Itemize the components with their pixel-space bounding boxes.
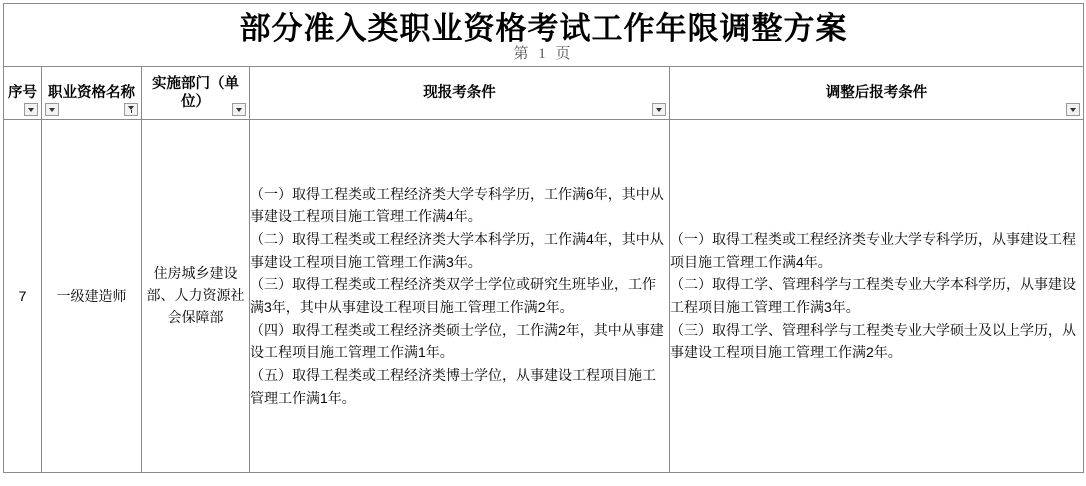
filter-funnel-icon-qualification[interactable]: [124, 103, 138, 116]
condition-item: （四）取得工程类或工程经济类硕士学位，工作满2年，其中从事建设工程项目施工管理工作满1年。: [250, 321, 664, 361]
header-serial-label: 序号: [8, 84, 37, 101]
header-department: [142, 67, 250, 120]
header-serial: [4, 67, 42, 120]
condition-item: （五）取得工程类或工程经济类博士学位，从事建设工程项目施工管理工作满1年。: [250, 367, 656, 406]
title-row: [4, 4, 1084, 67]
filter-dropdown-icon-current[interactable]: [652, 103, 666, 116]
table-row: [4, 120, 1084, 473]
header-adjusted-conditions: [670, 67, 1084, 120]
header-adjusted-conditions-label: 调整后报考条件: [825, 84, 928, 101]
cell-adjusted-conditions: [670, 120, 1084, 473]
qualification-table: [3, 3, 1084, 473]
page-number: 第 1 页: [513, 46, 574, 63]
header-qualification: [42, 67, 142, 120]
header-current-conditions-label: 现报考条件: [423, 84, 496, 101]
cell-current-conditions: [250, 120, 670, 473]
header-current-conditions: [250, 67, 670, 120]
filter-dropdown-icon-serial[interactable]: [24, 103, 38, 116]
page-title: 部分准入类职业资格考试工作年限调整方案: [239, 10, 848, 46]
filter-dropdown-icon-department[interactable]: [232, 103, 246, 116]
current-conditions-list: [250, 183, 669, 410]
header-department-label: 实施部门（单位）: [152, 75, 239, 110]
condition-item: （三）取得工程类或工程经济类双学士学位或研究生班毕业，工作满3年，其中从事建设工程项目施工管理工作满2年。: [250, 276, 656, 315]
cell-department: 住房城乡建设部、人力资源社会保障部: [142, 120, 250, 473]
filter-dropdown-icon-qualification[interactable]: [45, 103, 59, 116]
adjusted-conditions-list: [670, 228, 1083, 364]
header-qualification-label: 职业资格名称: [48, 84, 135, 101]
condition-item: （一）取得工程类或工程经济类大学专科学历，工作满6年，其中从事建设工程项目施工管理工作满4年。: [250, 185, 664, 225]
condition-item: （二）取得工程类或工程经济类大学本科学历，工作满4年，其中从事建设工程项目施工管理工作满3年。: [250, 230, 664, 270]
header-row: [4, 67, 1084, 120]
filter-dropdown-icon-adjusted[interactable]: [1066, 103, 1080, 116]
cell-qualification: 一级建造师: [42, 120, 142, 473]
cell-serial: 7: [4, 120, 42, 473]
condition-item: （二）取得工学、管理科学与工程类专业大学本科学历，从事建设工程项目施工管理工作满3年。: [670, 276, 1076, 315]
condition-item: （三）取得工学、管理科学与工程类专业大学硕士及以上学历，从事建设工程项目施工管理工作满2年。: [670, 321, 1076, 361]
document-title-cell: [4, 4, 1084, 67]
condition-item: （一）取得工程类或工程经济类专业大学专科学历，从事建设工程项目施工管理工作满4年。: [670, 230, 1076, 270]
